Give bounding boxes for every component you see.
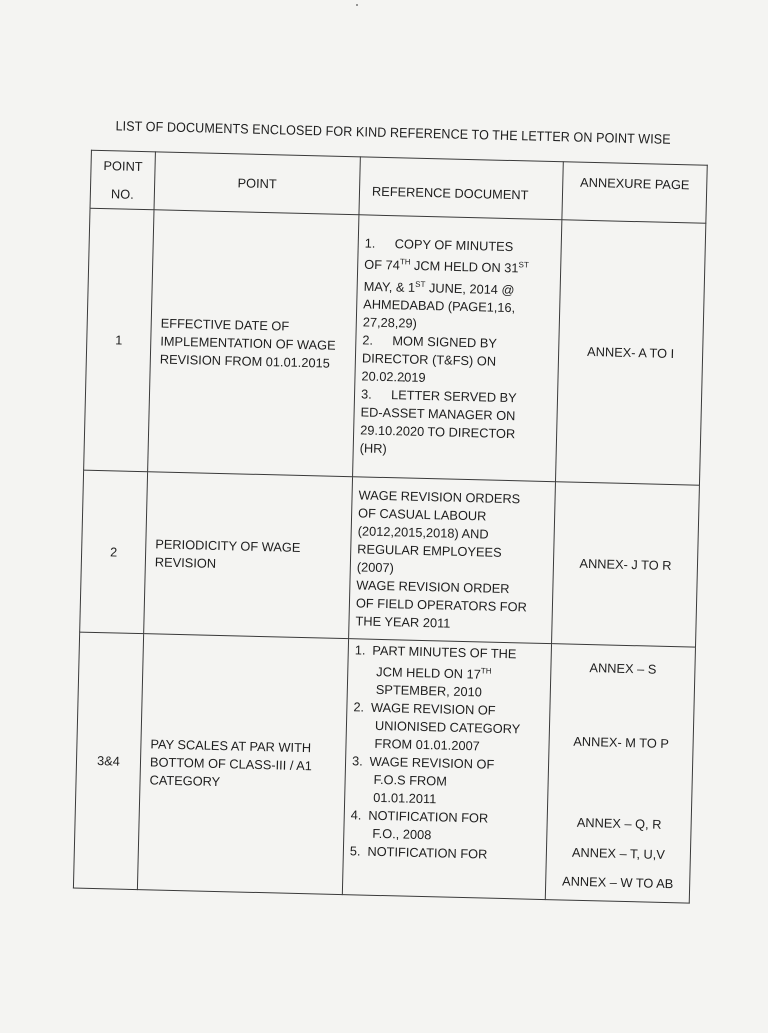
annexure-page: ANNEX – W TO AB [561,873,674,892]
annexure-page: ANNEX- A TO I [555,220,705,485]
reference-item: 2. WAGE REVISION OF UNIONISED CATEGORY FROM 01.01.2007 [353,699,521,754]
reference-documents [353,215,562,482]
annexure-page: ANNEX – T, U,V [571,844,666,862]
header-annexure: ANNEXURE PAGE [562,162,707,224]
reference-item: 2. MOM SIGNED BY DIRECTOR (T&FS) ON 20.02.2019 [361,332,498,385]
table-row [73,632,695,903]
point-number: 2 [80,470,148,634]
reference-item: 3. LETTER SERVED BY ED-ASSET MANAGER ON 29.10.2020 TO DIRECTOR (HR) [359,386,517,456]
point-description: EFFECTIVE DATE OF IMPLEMENTATION OF WAGE REVISION FROM 01.01.2015 [148,210,359,477]
point-number: 1 [84,208,154,471]
document-title: LIST OF DOCUMENTS ENCLOSED FOR KIND REFERENCE TO THE LETTER ON POINT WISE [115,118,671,147]
table-row [80,470,700,647]
header-point: POINT [154,152,360,215]
table-row [84,208,706,485]
reference-item: 4. NOTIFICATION FOR F.O., 2008 [350,807,489,843]
annexure-pages [545,644,695,903]
reference-documents: WAGE REVISION ORDERS OF CASUAL LABOUR (2012,2015,2018) AND REGULAR EMPLOYEES (2007) WAGE REVISION ORDER OF FIELD OPERATORS FOR THE YEAR 2011 [349,477,556,644]
annexure-page: ANNEX- M TO P [573,733,670,751]
reference-item: 1. PART MINUTES OF THE JCM HELD ON 17TH SPTEMBER, 2010 [354,642,517,700]
point-number: 3&4 [73,632,143,889]
header-reference: REFERENCE DOCUMENT [359,157,563,220]
reference-item: 5. NOTIFICATION FOR [349,843,488,862]
documents-table [73,150,708,904]
point-description: PAY SCALES AT PAR WITH BOTTOM OF CLASS-III / A1 CATEGORY [137,634,348,895]
reference-item: 3. WAGE REVISION OF F.O.S FROM 01.01.2011 [351,753,495,807]
point-description: PERIODICITY OF WAGE REVISION [144,472,353,639]
annexure-page: ANNEX – Q, R [576,814,662,832]
reference-documents [342,639,551,900]
annexure-page: ANNEX – S [589,660,657,677]
reference-item: 1. COPY OF MINUTES OF 74TH JCM HELD ON 31ST MAY, & 1ST JUNE, 2014 @ AHMEDABAD (PAGE1,16, 27,28,29) [362,235,529,331]
annexure-page: ANNEX- J TO R [552,482,700,647]
header-point-no: POINT NO. [90,150,155,210]
